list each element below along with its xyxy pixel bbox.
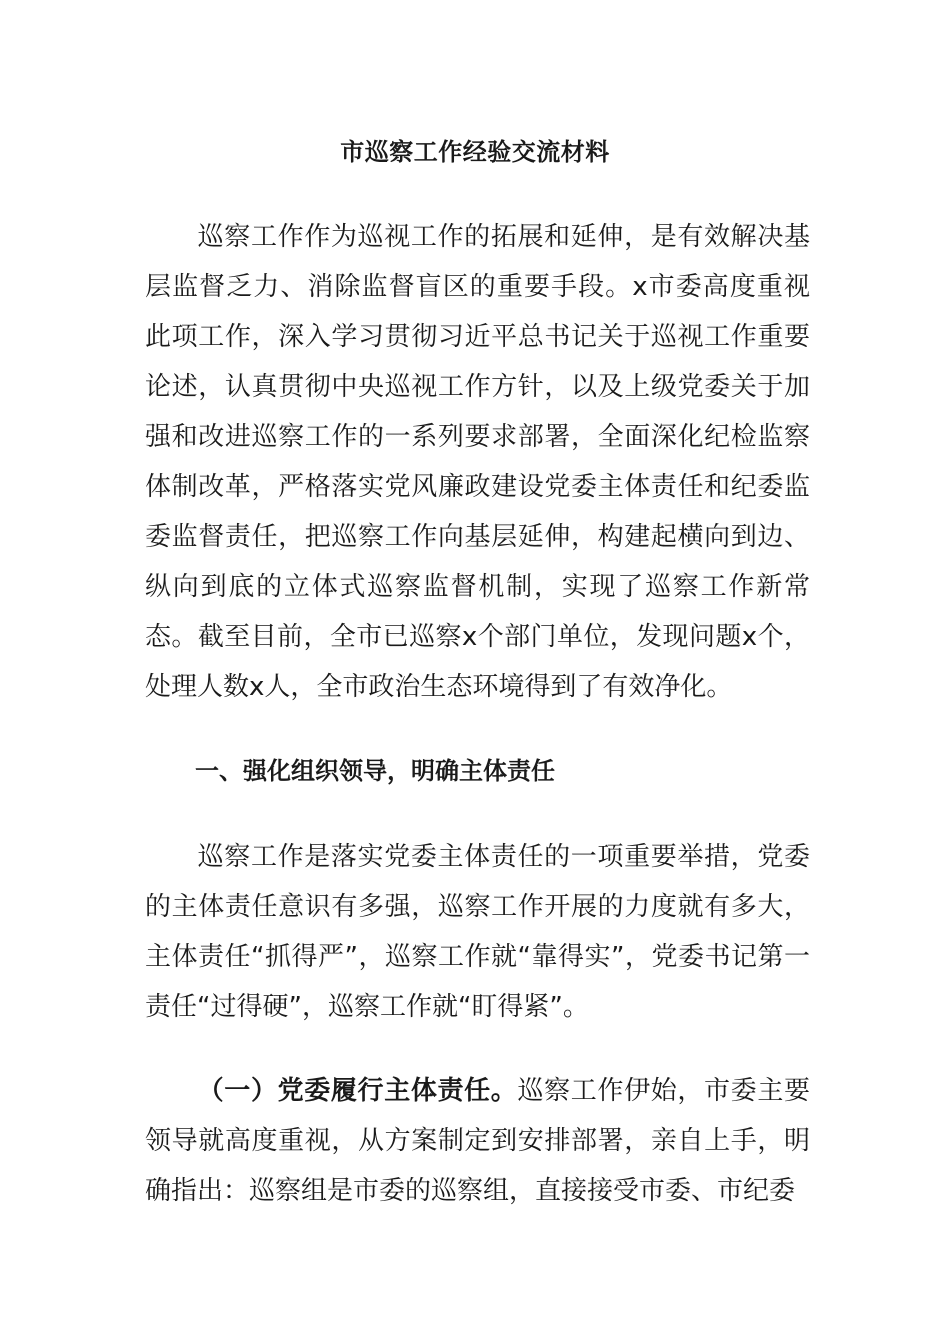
section-body-text: 巡察工作是落实党委主体责任的一项重要举措，党委的主体责任意识有多强，巡察工作开展的力度就有多大，主体责任“抓得严”，巡察工作就“靠得实”，党委书记第一责任“过得硬”，巡察工作就“盯得紧”。 xyxy=(145,842,810,1022)
subsection-paragraph xyxy=(145,1066,810,1216)
subsection-heading: （一）党委履行主体责任。 xyxy=(197,1076,518,1106)
document-title: 市巡察工作经验交流材料 xyxy=(340,138,610,166)
intro-text: 巡察工作作为巡视工作的拓展和延伸，是有效解决基层监督乏力、消除监督盲区的重要手段。x市委高度重视此项工作，深入学习贯彻习近平总书记关于巡视工作重要论述，认真贯彻中央巡视工作方针，以及上级党委关于加强和改进巡察工作的一系列要求部署，全面深化纪检监察体制改革，严格落实党风廉政建设党委主体责任和纪委监委监督责任，把巡察工作向基层延伸，构建起横向到边、纵向到底的立体式巡察监督机制，实现了巡察工作新常态。截至目前，全市已巡察x个部门单位，发现问题x个，处理人数x人，全市政治生态环境得到了有效净化。 xyxy=(145,222,810,702)
subsection-text: 巡察工作伊始，市委主要领导就高度重视，从方案制定到安排部署，亲自上手，明确指出：巡察组是市委的巡察组，直接接受市委、市纪委 xyxy=(145,1076,810,1206)
section-body-paragraph xyxy=(145,832,810,1032)
intro-paragraph xyxy=(145,212,810,712)
section-heading: 一、强化组织领导，明确主体责任 xyxy=(195,757,555,785)
